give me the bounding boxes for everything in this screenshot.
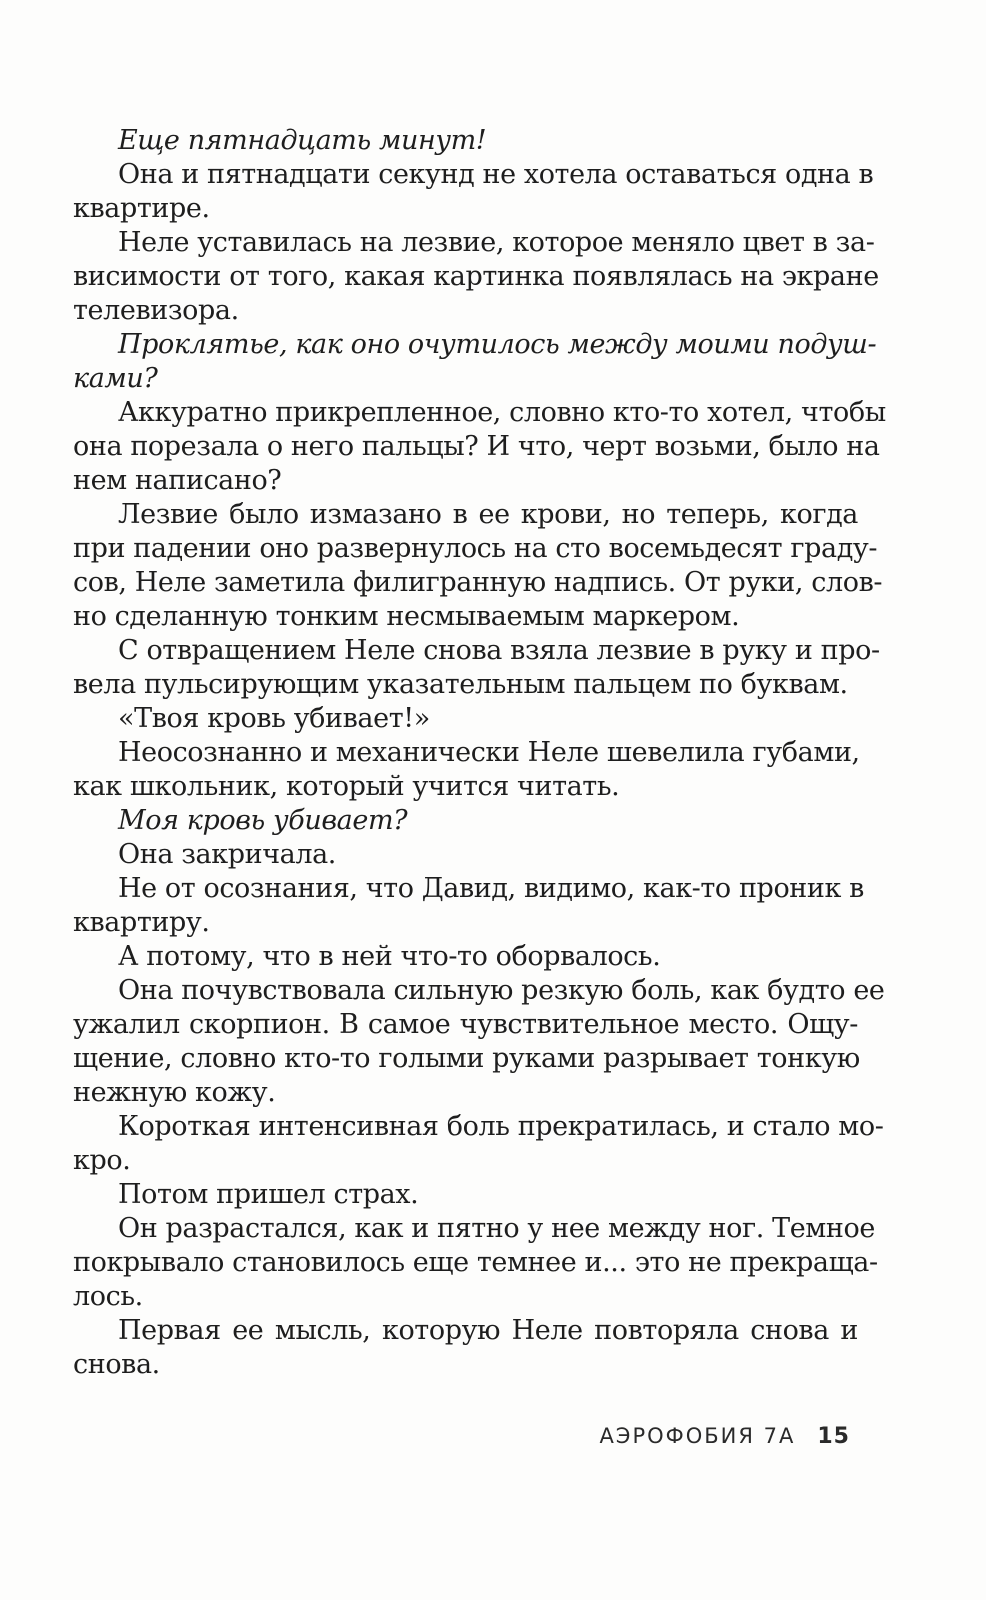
text-line: Проклятье, как оно очутилось между моими подуш- — [118, 329, 877, 360]
text-line: лось. — [73, 1281, 143, 1312]
paragraph — [118, 702, 858, 736]
text-line: Потом пришел страх. — [118, 1179, 419, 1210]
paragraph — [73, 1314, 858, 1382]
paragraph — [73, 634, 880, 702]
text-line: Не от осознания, что Давид, видимо, как-то проник в — [118, 873, 864, 904]
paragraph — [73, 736, 860, 804]
text-line: щение, словно кто-то голыми руками разрывает тонкую — [73, 1043, 860, 1074]
paragraph — [73, 498, 883, 634]
text-line: Он разрастался, как и пятно у нее между ног. Темное — [118, 1213, 875, 1244]
text-line: Лезвие было измазано в ее крови, но теперь, когда — [118, 499, 858, 530]
text-line: Аккуратно прикрепленное, словно кто-то хотел, чтобы — [118, 397, 886, 428]
text-line: Она и пятнадцати секунд не хотела оставаться одна в — [118, 159, 874, 190]
running-head: АЭРОФОБИЯ 7А — [599, 1424, 796, 1448]
paragraph — [73, 226, 879, 328]
paragraph — [73, 396, 886, 498]
text-line: квартире. — [73, 193, 210, 224]
text-line: ками? — [73, 363, 158, 394]
text-line: покрывало становилось еще темнее и... это не прекраща- — [73, 1247, 878, 1278]
text-line: Еще пятнадцать минут! — [118, 125, 487, 156]
paragraph — [118, 940, 858, 974]
text-line: Неосознанно и механически Неле шевелила губами, — [118, 737, 860, 768]
page-number: 15 — [817, 1424, 850, 1449]
text-line: А потому, что в ней что-то оборвалось. — [118, 941, 661, 972]
text-line: ужалил скорпион. В самое чувствительное место. Ощу- — [73, 1009, 858, 1040]
text-line: Она закричала. — [118, 839, 336, 870]
text-line: нежную кожу. — [73, 1077, 276, 1108]
paragraph — [73, 158, 874, 226]
text-line: «Твоя кровь убивает!» — [118, 703, 430, 734]
text-line: кро. — [73, 1145, 131, 1176]
text-line: снова. — [73, 1349, 160, 1380]
paragraph — [118, 124, 858, 158]
text-line: но сделанную тонким несмываемым маркером. — [73, 601, 740, 632]
text-line: телевизора. — [73, 295, 239, 326]
paragraph — [73, 1212, 878, 1314]
text-line: висимости от того, какая картинка появлялась на экране — [73, 261, 879, 292]
paragraph — [73, 1110, 884, 1178]
paragraph — [73, 872, 864, 940]
body-text — [73, 124, 886, 1382]
text-line: Первая ее мысль, которую Неле повторяла снова и — [118, 1315, 858, 1346]
text-line: Неле уставилась на лезвие, которое меняло цвет в за- — [118, 227, 875, 258]
paragraph — [118, 804, 858, 838]
text-line: как школьник, который учится читать. — [73, 771, 620, 802]
page-footer — [599, 1424, 850, 1449]
text-line: при падении оно развернулось на сто восемьдесят граду- — [73, 533, 878, 564]
paragraph — [73, 974, 885, 1110]
text-line: С отвращением Неле снова взяла лезвие в руку и про- — [118, 635, 880, 666]
paragraph — [73, 328, 877, 396]
text-line: Она почувствовала сильную резкую боль, как будто ее — [118, 975, 885, 1006]
text-line: вела пульсирующим указательным пальцем по буквам. — [73, 669, 848, 700]
text-line: нем написано? — [73, 465, 282, 496]
text-line: квартиру. — [73, 907, 210, 938]
text-line: Моя кровь убивает? — [118, 805, 408, 836]
paragraph — [118, 1178, 858, 1212]
text-line: Короткая интенсивная боль прекратилась, и стало мо- — [118, 1111, 884, 1142]
text-line: она порезала о него пальцы? И что, черт возьми, было на — [73, 431, 880, 462]
paragraph — [118, 838, 858, 872]
text-line: сов, Неле заметила филигранную надпись. От руки, слов- — [73, 567, 883, 598]
